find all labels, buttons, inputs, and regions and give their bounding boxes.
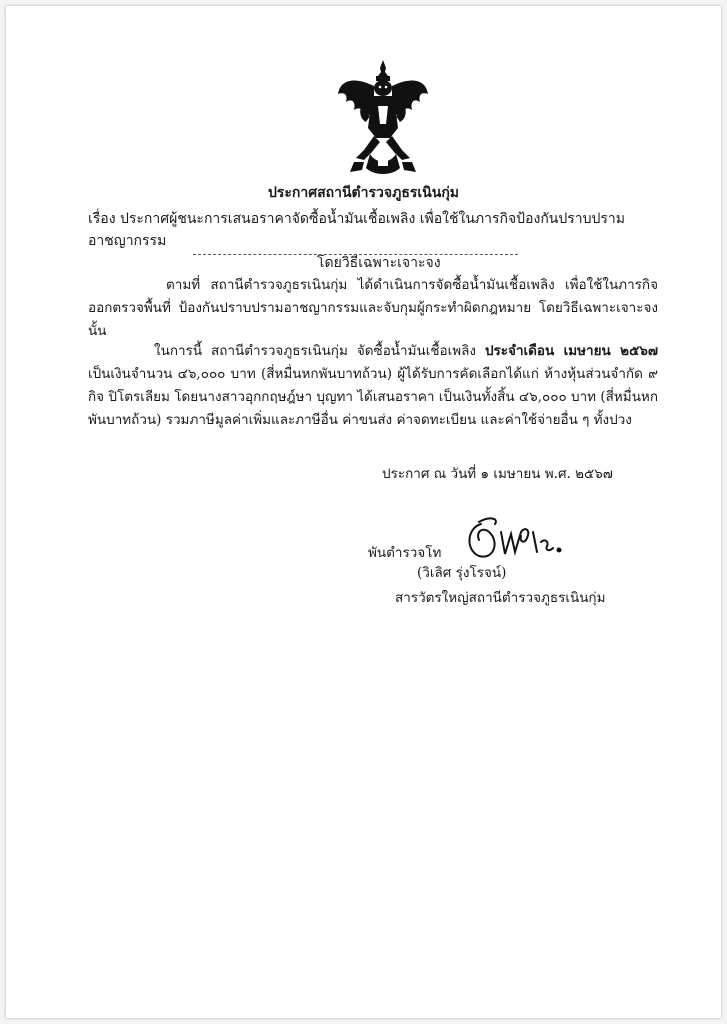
separator-line	[193, 254, 518, 255]
signer-name: (วิเลิศ รุ่งโรจน์)	[417, 565, 507, 581]
paragraph-2-period: ประจำเดือน เมษายน ๒๕๖๗	[484, 343, 659, 359]
paragraph-1	[88, 274, 658, 343]
subject-line-1: เรื่อง ประกาศผู้ชนะการเสนอราคาจัดซื้อน้ำมันเชื้อเพลิง เพื่อใช้ในภารกิจป้องกันปราบปรามอาชญากรรม	[88, 211, 626, 249]
document-title: ประกาศสถานีตำรวจภูธรเนินกุ่ม	[267, 185, 460, 201]
handwritten-signature	[459, 514, 569, 566]
announcement-date: ประกาศ ณ วันที่ ๑ เมษายน พ.ศ. ๒๕๖๗	[382, 466, 613, 482]
paragraph-2-pre: ในการนี้ สถานีตำรวจภูธรเนินกุ่ม จัดซื้อน้ำมันเชื้อเพลิง	[154, 343, 485, 359]
document-page	[6, 6, 721, 1018]
paragraph-2-post: เป็นเงินจำนวน ๔๖,๐๐๐ บาท (สี่หมื่นหกพันบาทถ้วน) ผู้ได้รับการคัดเลือกได้แก่ ห้างหุ้นส่วนจำกัด ๙ กิจ ปิโตรเลียม โดยนางสาวอุกกฤษฎ์ษา บุญทา ได้เสนอราคา เป็นเงินทั้งสิ้น ๔๖,๐๐๐ บาท (สี่หมื่นหกพันบาทถ้วน) รวมภาษีมูลค่าเพิ่มและภาษีอื่น ค่าขนส่ง ค่าจดทะเบียน และค่าใช้จ่ายอื่น ๆ ทั้งปวง	[88, 366, 658, 428]
signer-position: สารวัตรใหญ่สถานีตำรวจภูธรเนินกุ่ม	[395, 590, 606, 606]
signer-rank: พันตำรวจโท	[368, 545, 442, 561]
subject-line-2: โดยวิธีเฉพาะเจาะจง	[317, 255, 441, 271]
paragraph-1-text: ตามที่ สถานีตำรวจภูธรเนินกุ่ม ได้ดำเนินการจัดซื้อน้ำมันเชื้อเพลิง เพื่อใช้ในภารกิจออกตรวจพื้นที่ ป้องกันปราบปรามอาชญากรรมและจับกุมผู้กระทำผิดกฎหมาย โดยวิธีเฉพาะเจาะจง นั้น	[88, 277, 658, 339]
subject-line	[88, 208, 648, 274]
paragraph-2	[88, 340, 658, 432]
garuda-emblem-icon	[334, 58, 432, 178]
